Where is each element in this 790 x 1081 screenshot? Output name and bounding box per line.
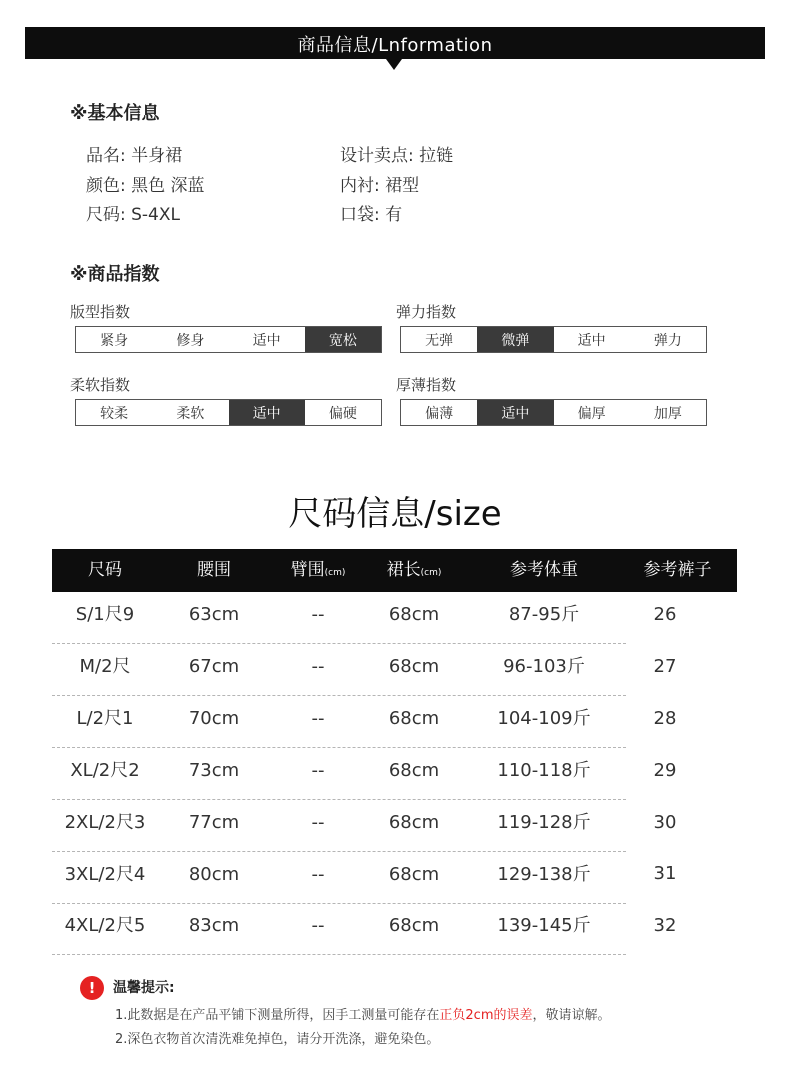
fit-option: 修身 — [176, 332, 205, 349]
th-size: 尺码 — [88, 560, 122, 580]
cell-length: 68cm — [388, 604, 440, 625]
elastic-option: 无弹 — [425, 332, 454, 349]
cell-length: 68cm — [388, 759, 440, 781]
cell-length: 68cm — [388, 863, 440, 885]
size-table-header — [52, 549, 737, 592]
cell-arm: -- — [311, 811, 325, 833]
cell-waist: 73cm — [188, 759, 240, 781]
info-pocket: 口袋: 有 — [340, 205, 403, 225]
fit-option-selected: 宽松 — [305, 327, 381, 352]
cell-size: 2XL/2尺3 — [64, 811, 146, 833]
thickness-option: 加厚 — [653, 405, 682, 422]
pants-size: 32 — [653, 915, 677, 936]
softness-option: 柔软 — [176, 405, 205, 422]
elastic-index-label: 弹力指数 — [396, 303, 457, 321]
th-arm — [270, 549, 366, 592]
cell-weight: 87-95斤 — [508, 604, 580, 625]
cell-weight: 139-145斤 — [497, 915, 591, 937]
size-title: 尺码信息/size — [288, 494, 502, 534]
softness-index-scale — [75, 399, 382, 426]
header-title: 商品信息/Lnformation — [297, 35, 493, 56]
elastic-option: 弹力 — [653, 332, 682, 349]
fit-index-label: 版型指数 — [70, 303, 131, 321]
cell-size: L/2尺1 — [76, 707, 134, 729]
cell-weight: 110-118斤 — [497, 759, 591, 781]
fit-option: 适中 — [252, 332, 281, 349]
th-pants: 参考裤子 — [643, 560, 712, 580]
notice-title: 温馨提示: — [113, 980, 175, 996]
th-arm-unit: (cm) — [324, 568, 346, 578]
row-divider — [52, 954, 626, 955]
cell-length: 68cm — [388, 915, 440, 937]
thickness-option: 偏厚 — [577, 405, 606, 422]
cell-length: 68cm — [388, 811, 440, 833]
cell-waist: 80cm — [188, 863, 240, 885]
cell-waist: 63cm — [188, 604, 240, 625]
pants-size: 29 — [653, 760, 677, 781]
warning-icon: ! — [80, 976, 104, 1000]
fit-option: 紧身 — [100, 332, 129, 349]
cell-weight: 129-138斤 — [497, 863, 591, 885]
cell-size: XL/2尺2 — [70, 759, 140, 781]
cell-size: S/1尺9 — [75, 604, 135, 625]
info-design: 设计卖点: 拉链 — [340, 146, 454, 166]
cell-arm: -- — [311, 759, 325, 781]
cell-weight: 104-109斤 — [497, 707, 591, 729]
softness-option-selected: 适中 — [229, 400, 305, 425]
th-length-unit: (cm) — [420, 568, 442, 578]
th-waist: 腰围 — [197, 560, 231, 580]
product-index-title: ※商品指数 — [70, 264, 160, 285]
fit-index-scale — [75, 326, 382, 353]
table-row — [52, 852, 626, 904]
cell-weight: 96-103斤 — [503, 655, 585, 677]
elastic-option: 适中 — [577, 332, 606, 349]
softness-option: 较柔 — [100, 405, 129, 422]
cell-arm: -- — [311, 655, 325, 677]
cell-size: M/2尺 — [79, 655, 131, 677]
pants-size: 28 — [653, 708, 677, 729]
th-arm-label: 臂围 — [290, 560, 325, 580]
cell-arm: -- — [311, 707, 325, 729]
notice-line-1-end: ，敬请谅解。 — [532, 1008, 611, 1023]
table-row — [52, 696, 626, 748]
cell-length: 68cm — [388, 655, 440, 677]
softness-option: 偏硬 — [328, 405, 357, 422]
thickness-option-selected: 适中 — [477, 400, 553, 425]
pants-size: 30 — [653, 812, 677, 833]
elastic-option-selected: 微弹 — [477, 327, 553, 352]
cell-arm: -- — [311, 604, 325, 625]
table-row — [52, 903, 626, 955]
cell-arm: -- — [311, 863, 325, 885]
notice-line-2: 2.深色衣物首次清洗难免掉色，请分开洗涤，避免染色。 — [115, 1032, 440, 1047]
table-row — [52, 592, 626, 644]
softness-index-label: 柔软指数 — [70, 376, 131, 394]
cell-length: 68cm — [388, 707, 440, 729]
info-size: 尺码: S-4XL — [86, 205, 180, 225]
header-bar — [25, 27, 765, 59]
basic-info-title: ※基本信息 — [70, 103, 160, 124]
cell-waist: 70cm — [188, 707, 240, 729]
elastic-index-scale — [400, 326, 707, 353]
header-arrow-icon — [386, 59, 402, 70]
cell-size: 4XL/2尺5 — [64, 915, 146, 937]
cell-weight: 119-128斤 — [497, 811, 591, 833]
cell-arm: -- — [311, 915, 325, 937]
cell-size: 3XL/2尺4 — [64, 863, 146, 885]
notice-line-1 — [115, 1004, 611, 1023]
info-lining: 内衬: 裙型 — [340, 176, 420, 196]
thickness-index-scale — [400, 399, 707, 426]
notice-line-1-text: 1.此数据是在产品平铺下测量所得，因手工测量可能存在 — [115, 1008, 440, 1023]
pants-size: 31 — [653, 863, 677, 884]
info-color: 颜色: 黑色 深蓝 — [86, 176, 205, 196]
cell-waist: 77cm — [188, 811, 240, 833]
cell-waist: 67cm — [188, 655, 240, 677]
th-weight: 参考体重 — [510, 560, 578, 580]
table-row — [52, 748, 626, 800]
pants-size: 26 — [653, 604, 677, 625]
pants-size: 27 — [653, 656, 677, 677]
table-row — [52, 800, 626, 852]
th-length — [366, 549, 462, 592]
th-length-label: 裙长 — [386, 560, 421, 580]
thickness-option: 偏薄 — [425, 405, 454, 422]
notice-line-1-highlight: 正负2cm的误差 — [439, 1008, 533, 1023]
info-product-name: 品名: 半身裙 — [86, 146, 183, 166]
table-row — [52, 644, 626, 696]
cell-waist: 83cm — [188, 915, 240, 937]
thickness-index-label: 厚薄指数 — [396, 376, 457, 394]
